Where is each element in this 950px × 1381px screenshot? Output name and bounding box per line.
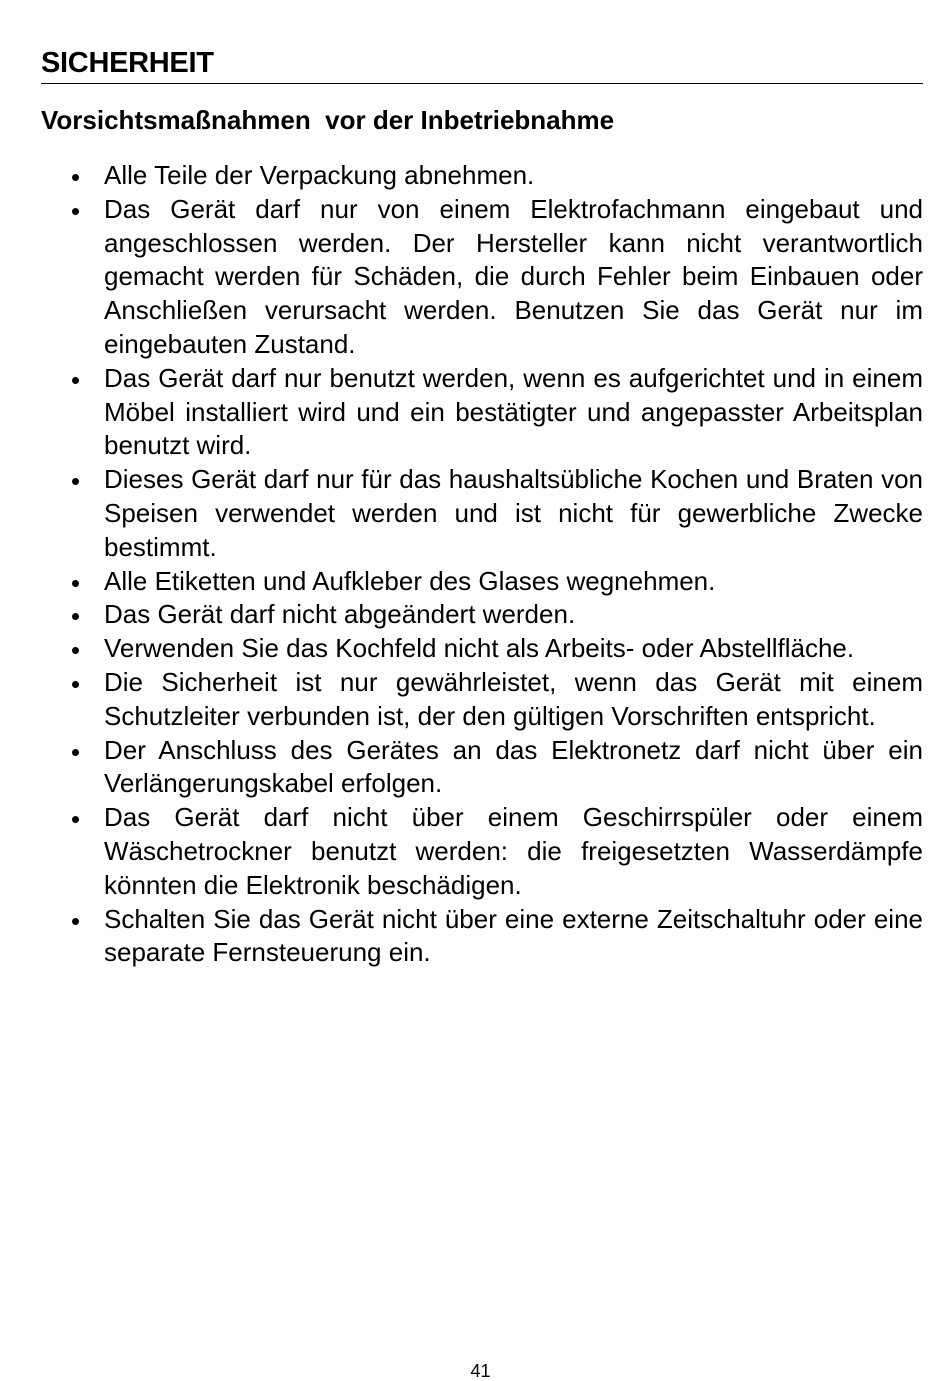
list-item-text: Das Gerät darf nicht abgeändert werden. — [104, 599, 576, 630]
list-item — [41, 565, 923, 599]
bullet-icon — [72, 749, 79, 756]
list-item — [41, 903, 923, 971]
bullet-icon — [72, 613, 79, 620]
bullet-icon — [72, 647, 79, 654]
list-item-text: Verwenden Sie das Kochfeld nicht als Arbeits- oder Abstellfläche. — [104, 633, 855, 664]
title-divider — [41, 83, 923, 84]
subsection-title: Vorsichtsmaßnahmen vor der Inbetriebnahme — [41, 105, 615, 135]
list-item — [41, 801, 923, 902]
bullet-icon — [72, 580, 79, 587]
list-item — [41, 159, 923, 193]
page-number: 41 — [470, 1361, 491, 1381]
list-item-text: Das Gerät darf nur von einem Elektrofachmann eingebaut und angeschlossen werden. Der Hersteller kann nicht verantwortlich gemacht werden für Schäden, die durch Fehler beim Einbauen oder Anschließen verursacht werden. Benutzen Sie das Gerät nur im eingebauten Zustand. — [104, 193, 923, 359]
list-item — [41, 598, 923, 632]
precautions-list — [41, 159, 923, 970]
bullet-icon — [72, 478, 79, 485]
list-item — [41, 666, 923, 734]
bullet-icon — [72, 918, 79, 925]
bullet-icon — [72, 174, 79, 181]
list-item — [41, 632, 923, 666]
list-item-text: Alle Teile der Verpackung abnehmen. — [104, 160, 535, 190]
list-item — [41, 362, 923, 463]
list-item-text: Das Gerät darf nicht über einem Geschirrspüler oder einem Wäschetrockner benutzt werden: die freigesetzten Wasserdämpfe könnten die Elektronik beschädigen. — [104, 802, 923, 900]
list-item-text: Der Anschluss des Gerätes an das Elektronetz darf nicht über ein Verlängerungskabel erfolgen. — [104, 734, 923, 799]
list-item — [41, 193, 923, 362]
section-title: SICHERHEIT — [41, 47, 214, 79]
bullet-icon — [72, 377, 79, 384]
bullet-icon — [72, 681, 79, 688]
list-item-text: Schalten Sie das Gerät nicht über eine externe Zeitschaltuhr oder eine separate Fernsteuerung ein. — [104, 903, 923, 968]
list-item-text: Dieses Gerät darf nur für das haushaltsübliche Kochen und Braten von Speisen verwendet werden und ist nicht für gewerbliche Zwecke bestimmt. — [104, 464, 923, 562]
list-item-text: Alle Etiketten und Aufkleber des Glases wegnehmen. — [104, 565, 716, 596]
bullet-icon — [72, 208, 79, 215]
list-item — [41, 463, 923, 564]
list-item-text: Das Gerät darf nur benutzt werden, wenn es aufgerichtet und in einem Möbel installiert wird und ein bestätigter und angepasster Arbeitsplan benutzt wird. — [104, 362, 923, 461]
list-item-text: Die Sicherheit ist nur gewährleistet, wenn das Gerät mit einem Schutzleiter verbunden ist, der den gültigen Vorschriften entspricht. — [104, 666, 923, 731]
bullet-icon — [72, 816, 79, 823]
list-item — [41, 734, 923, 802]
